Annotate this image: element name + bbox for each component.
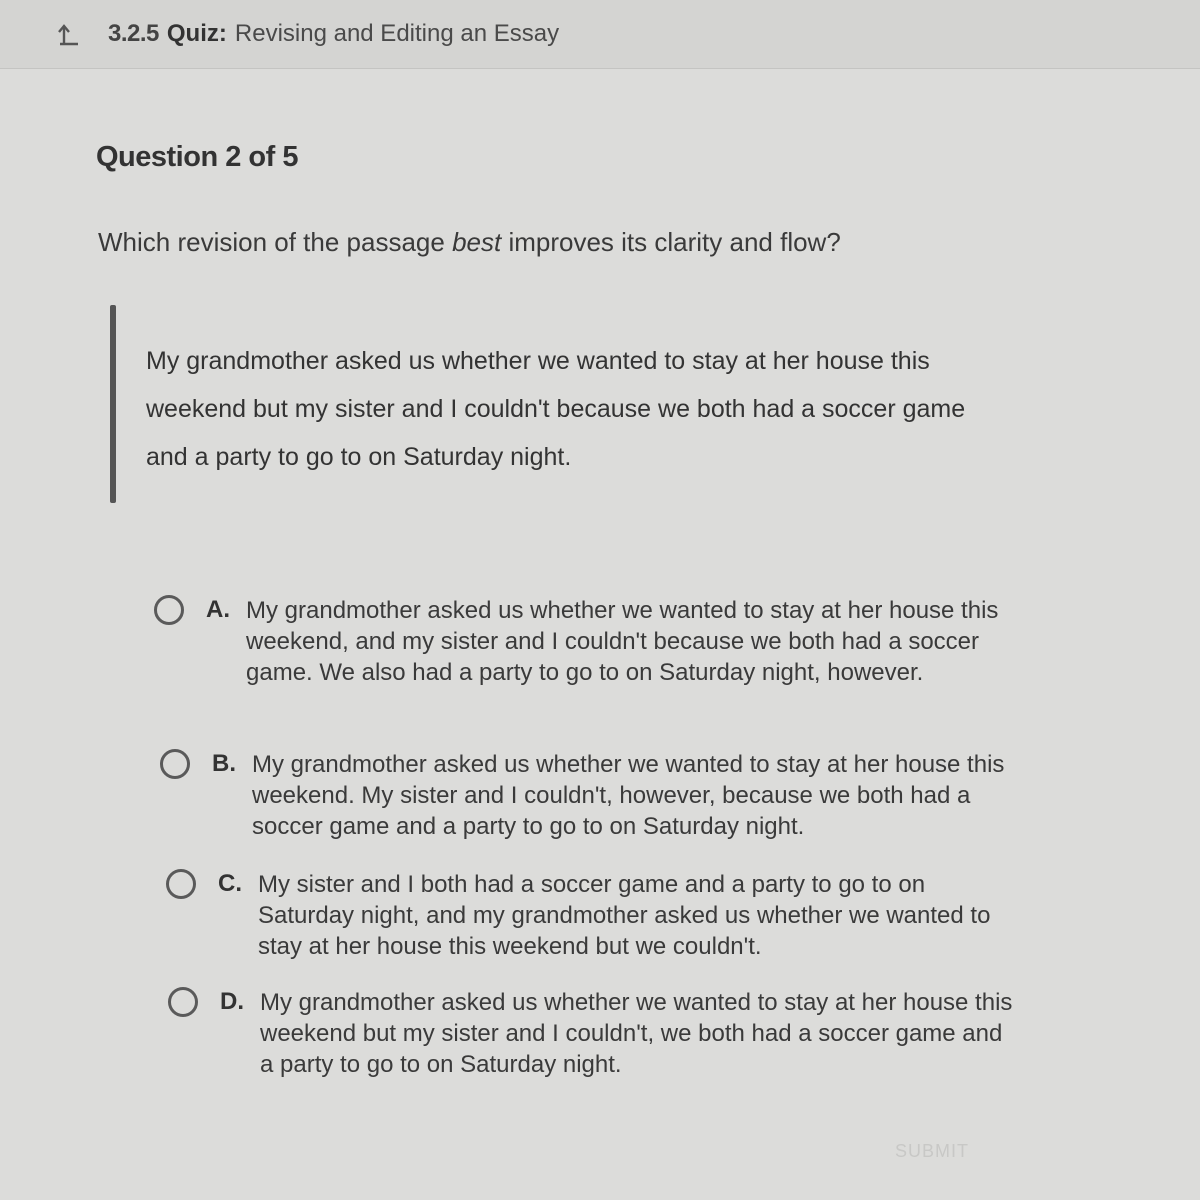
option-text-b: My grandmother asked us whether we wanted to stay at her house this weekend. My sister and I couldn't, however, because we both had a soccer game and a party to go to on Saturday night.	[252, 751, 1005, 840]
prompt-start: Which revision of the passage	[98, 227, 453, 257]
option-text-c: My sister and I both had a soccer game and a party to go to on Saturday night, and my grandmother asked us whether we wanted to stay at her house this weekend but we couldn't.	[258, 871, 991, 960]
quiz-header	[0, 0, 1200, 69]
prompt-emphasis: best	[452, 227, 502, 257]
passage-quote-bar	[110, 305, 116, 503]
option-text-a: My grandmother asked us whether we wanted to stay at her house this weekend, and my sister and I couldn't because we both had a soccer game. We also had a party to go to on Saturday night, however.	[246, 597, 999, 686]
quiz-name: Revising and Editing an Essay	[234, 20, 560, 47]
back-arrow-icon[interactable]	[56, 22, 80, 46]
answer-option-d[interactable]	[168, 987, 1020, 1080]
quiz-number: 3.2.5	[108, 20, 159, 47]
question-prompt	[98, 227, 841, 258]
radio-button-a[interactable]	[154, 595, 184, 625]
radio-button-b[interactable]	[160, 749, 190, 779]
option-letter-b: B.	[212, 750, 236, 777]
radio-button-c[interactable]	[166, 869, 196, 899]
question-counter: Question 2 of 5	[96, 141, 298, 173]
answer-option-a[interactable]	[154, 595, 1006, 688]
option-letter-d: D.	[220, 988, 244, 1015]
quiz-title	[108, 20, 559, 48]
answer-option-b[interactable]	[160, 749, 1012, 842]
answer-option-c[interactable]	[166, 869, 1018, 962]
option-letter-c: C.	[218, 870, 242, 897]
prompt-end: improves its clarity and flow?	[501, 227, 841, 257]
question-panel	[0, 69, 1200, 1200]
option-text-d: My grandmother asked us whether we wanted to stay at her house this weekend but my sister and I couldn't, we both had a soccer game and a party to go to on Saturday night.	[260, 989, 1013, 1078]
submit-button[interactable]: SUBMIT	[895, 1141, 970, 1161]
radio-button-d[interactable]	[168, 987, 198, 1017]
option-letter-a: A.	[206, 596, 230, 623]
passage-text: My grandmother asked us whether we wanted to stay at her house this weekend but my sister and I couldn't because we both had a soccer game and a party to go to on Saturday night.	[146, 347, 966, 471]
quiz-kind: Quiz:	[166, 20, 227, 47]
